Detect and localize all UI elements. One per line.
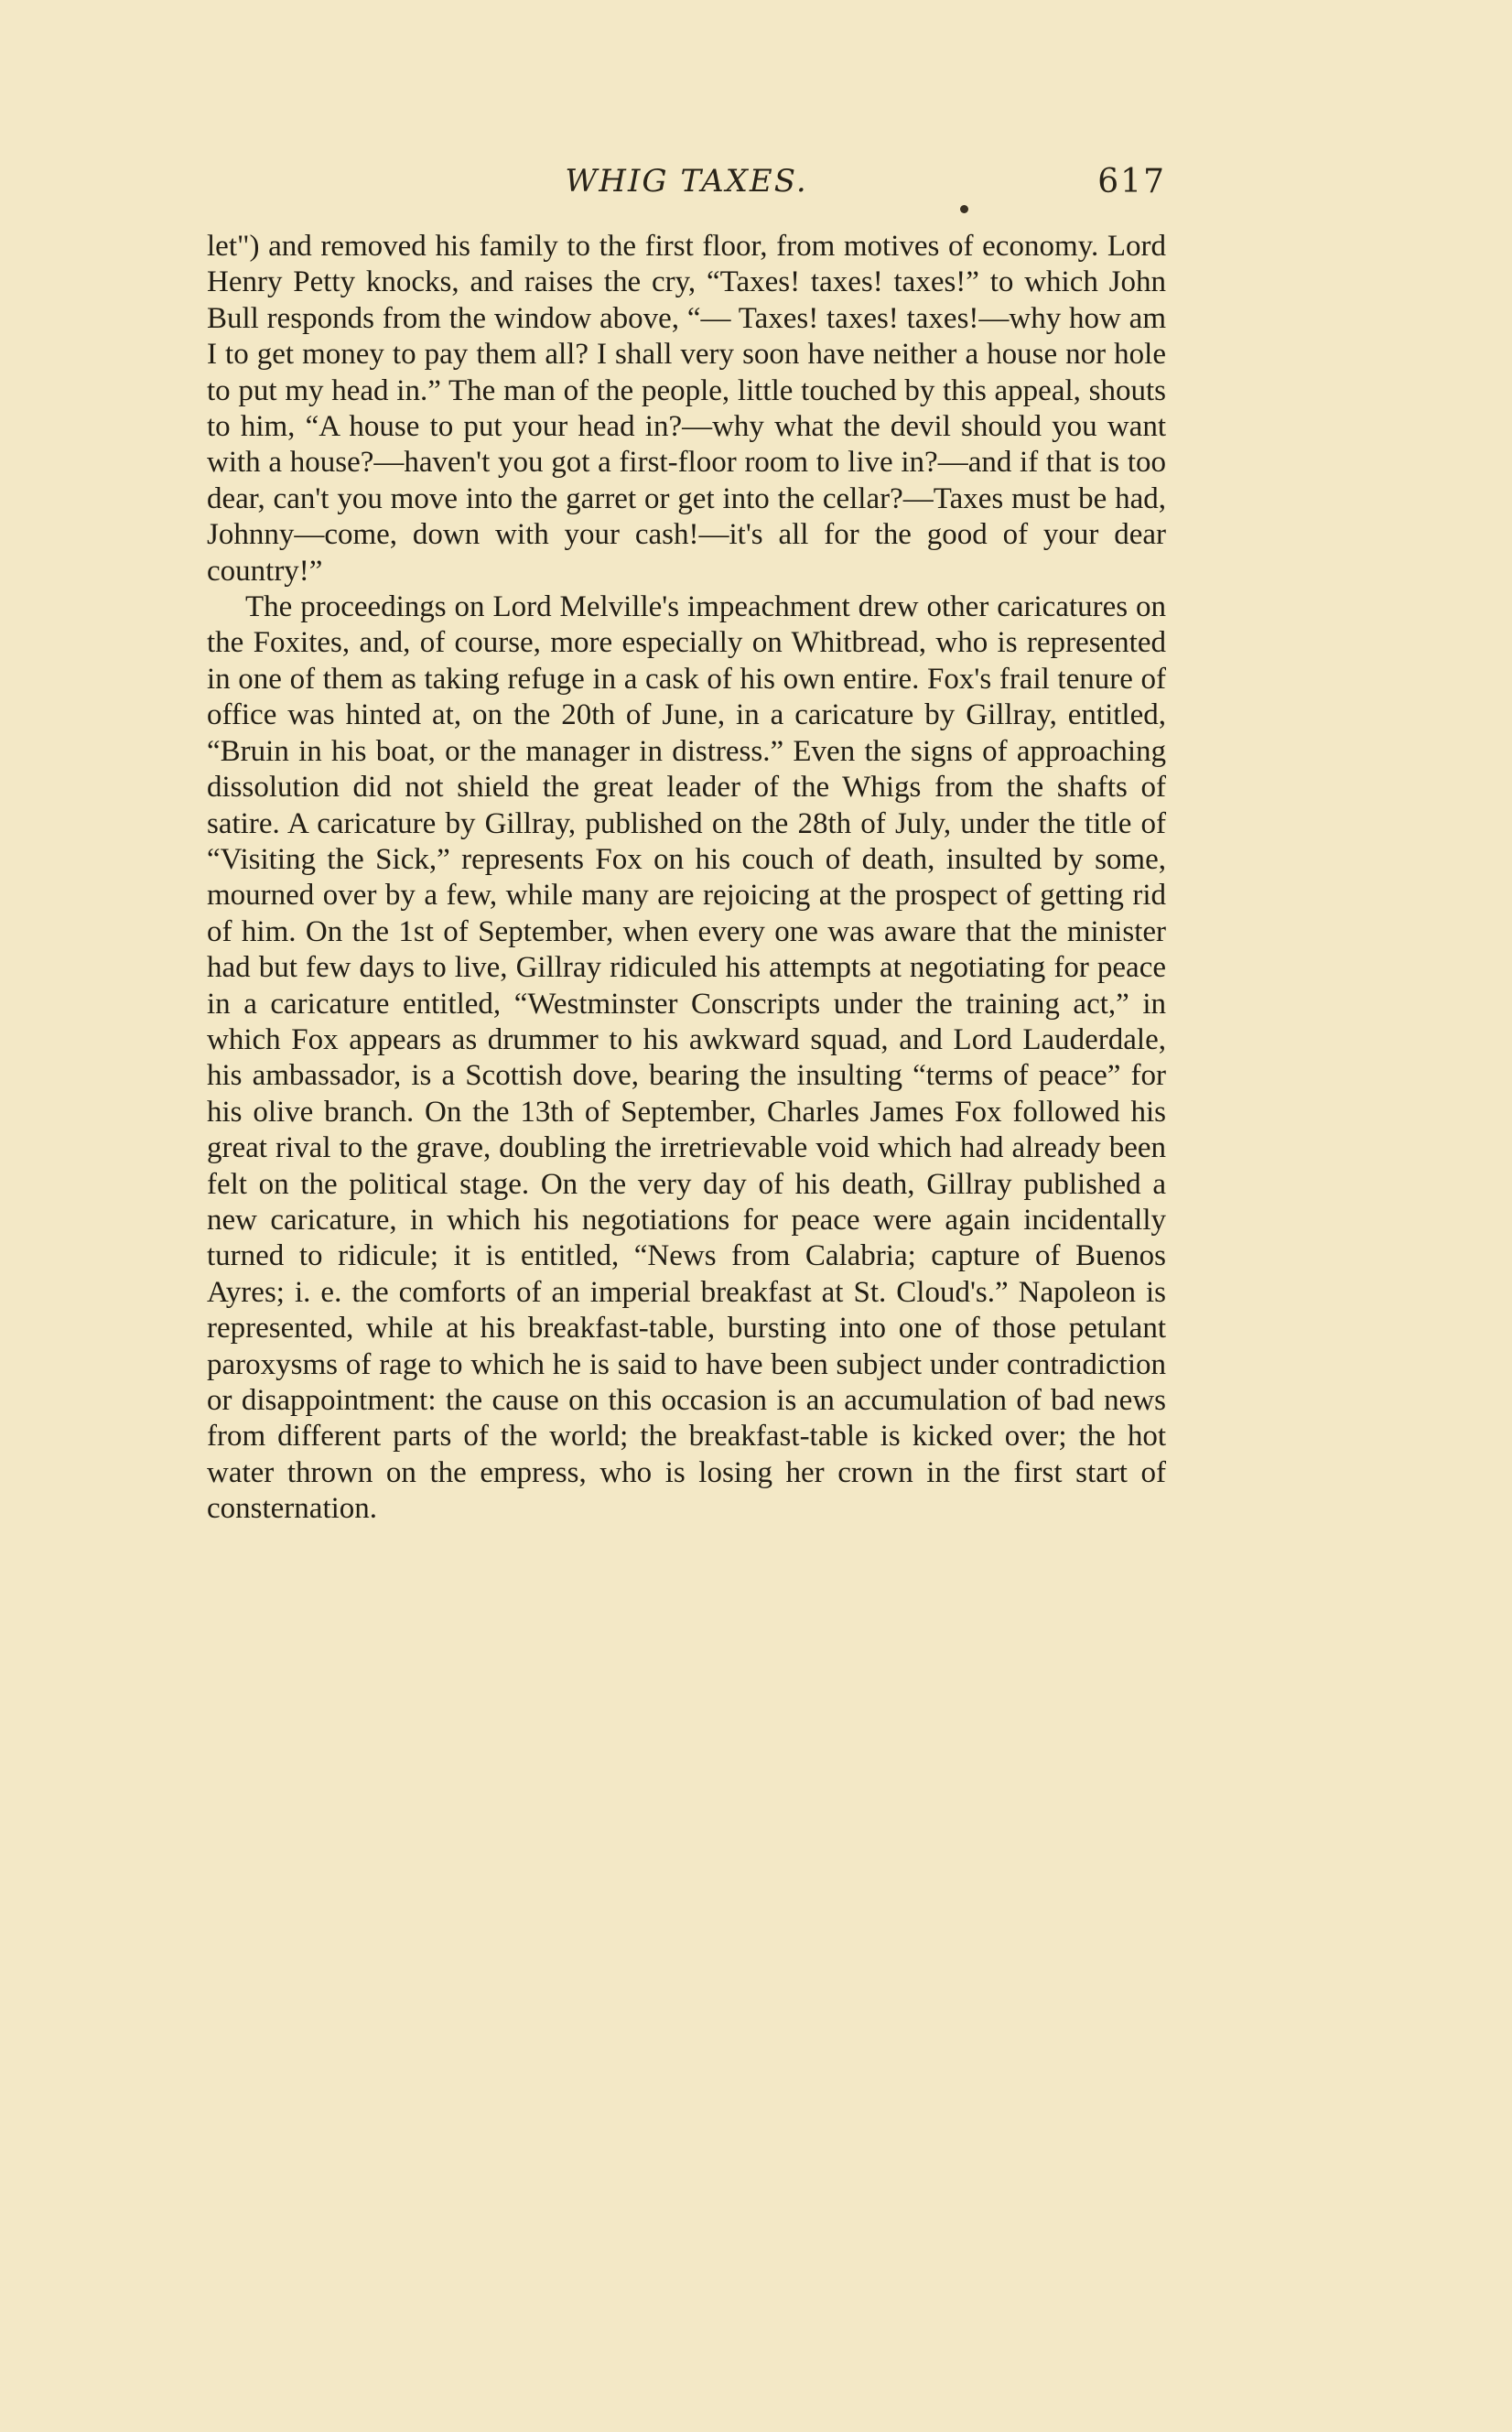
paragraph-1: let") and removed his family to the first floor, from motives of economy. Lord Henry Petty knocks, and raises the cry, “Taxes! taxes! taxes!” to which John Bull responds from the window above, “— Taxes! taxes! taxes!—why how am I to get money to pay them all? I shall very soon have neither a house nor hole to put my head in.” The man of the people, little touched by this appeal, shouts to him, “A house to put your head in?—why what the devil should you want with a house?—haven't you got a first-floor room to live in?—and if that is too dear, can't you move into the garret or get into the cellar?—Taxes must be had, Johnny—come, down with your cash!—it's all for the good of your dear country!” <box>207 230 1166 588</box>
page-number: 617 <box>1097 163 1166 200</box>
ink-speck <box>960 205 968 213</box>
paragraph-2: The proceedings on Lord Melville's impeachment drew other caricatures on the Foxites, and, of course, more especially on Whitbread, who is represented in one of them as taking refuge in a cask of his own entire. Fox's frail tenure of office was hinted at, on the 20th of June, in a caricature by Gillray, entitled, “Bruin in his boat, or the manager in distress.” Even the signs of approaching dissolution did not shield the great leader of the Whigs from the shafts of satire. A caricature by Gillray, published on the 28th of July, under the title of “Visiting the Sick,” represents Fox on his couch of death, insulted by some, mourned over by a few, while many are rejoicing at the prospect of getting rid of him. On the 1st of September, when every one was aware that the minister had but few days to live, Gillray ridiculed his attempts at negotiating for peace in a caricature entitled, “Westminster Conscripts under the training act,” in which Fox appears as drummer to his awkward squad, and Lord Lauderdale, his ambassador, is a Scottish dove, bearing the insulting “terms of peace” for his olive branch. On the 13th of September, Charles James Fox followed his great rival to the grave, doubling the irretrievable void which had already been felt on the political stage. On the very day of his death, Gillray published a new caricature, in which his negotiations for peace were again incidentally turned to ridicule; it is entitled, “News from Calabria; capture of Buenos Ayres; i. e. the comforts of an imperial breakfast at St. Cloud's.” Napoleon is represented, while at his breakfast-table, bursting into one of those petulant paroxysms of rage to which he is said to have been subject under contradiction or disappointment: the cause on this occasion is an accumulation of bad news from different parts of the world; the breakfast-table is kicked over; the hot water thrown on the empress, who is losing her crown in the first start of consternation. <box>207 590 1166 1526</box>
body-text <box>207 229 1166 1528</box>
running-head <box>207 163 1166 218</box>
running-title: WHIG TAXES. <box>565 163 808 200</box>
